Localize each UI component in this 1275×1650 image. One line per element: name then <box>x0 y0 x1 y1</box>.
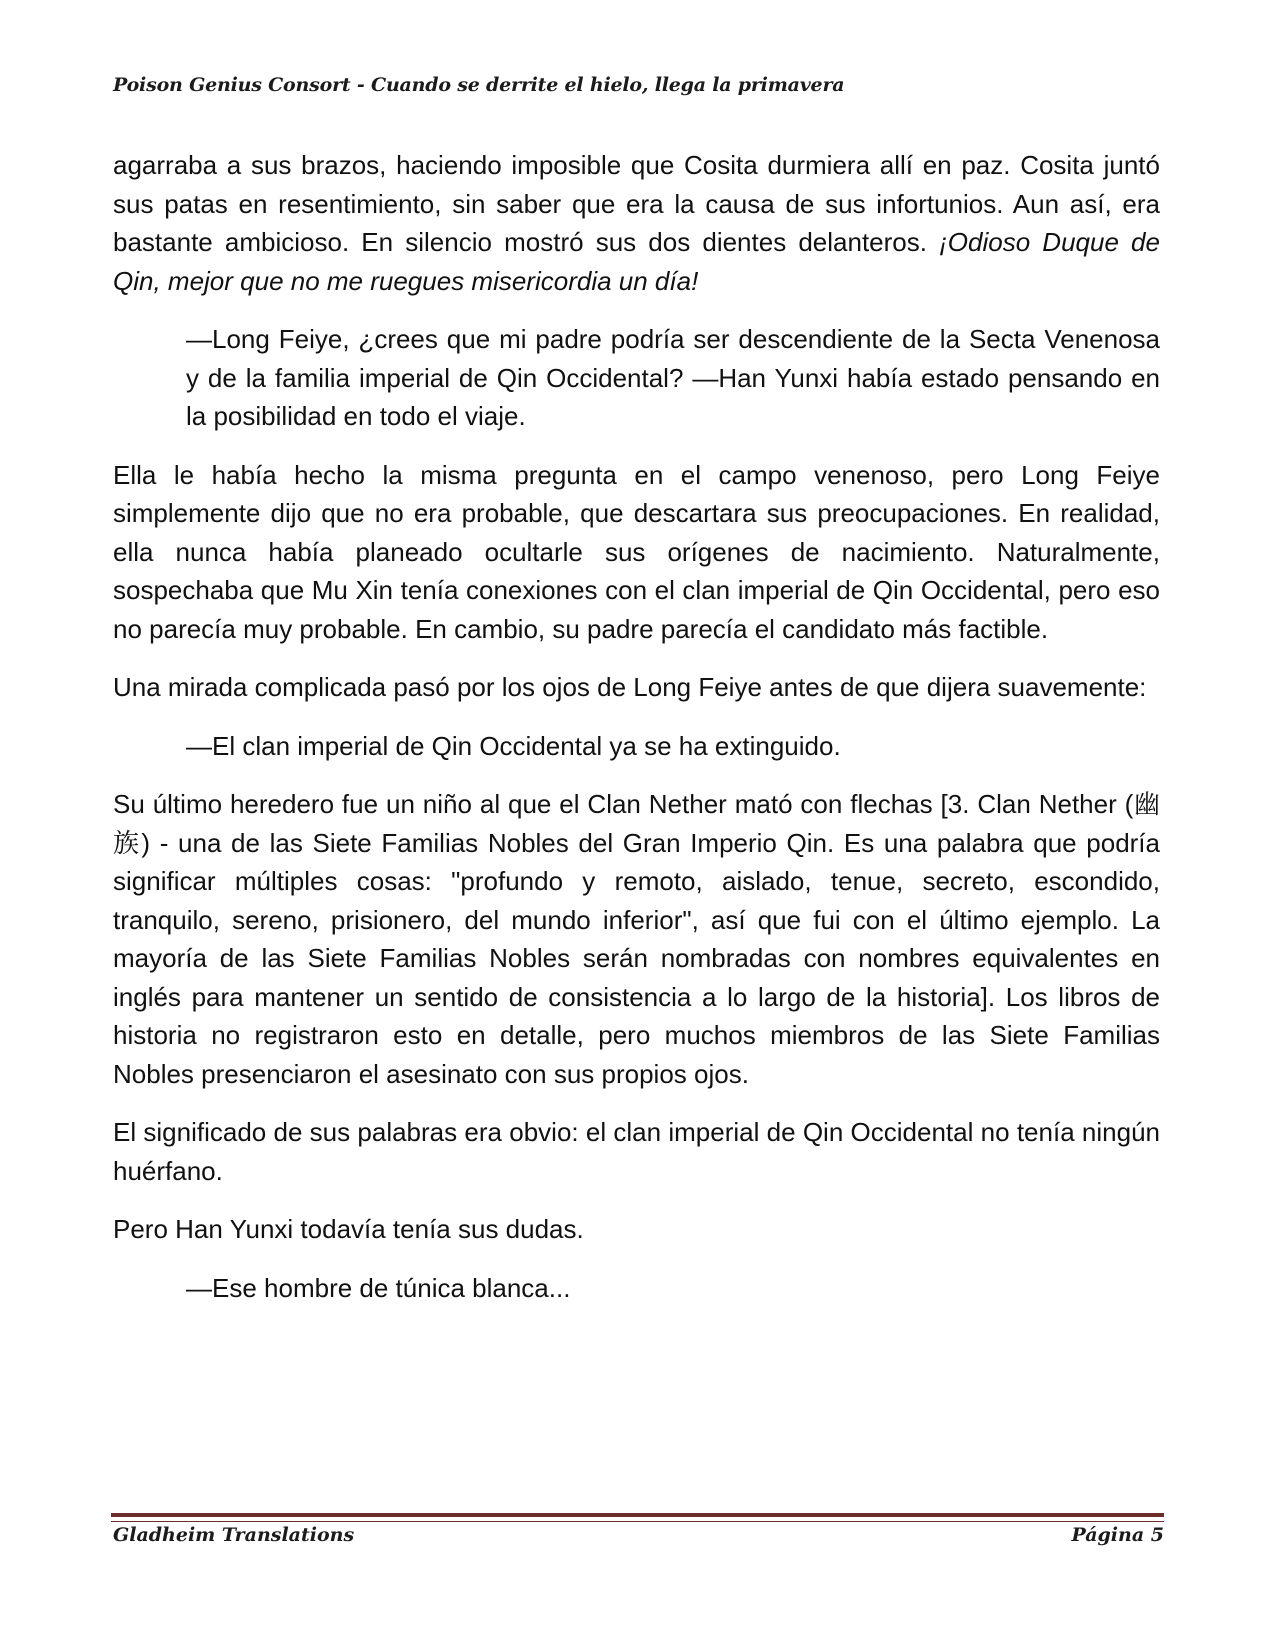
footer-divider-thin <box>111 1521 1164 1522</box>
paragraph: Una mirada complicada pasó por los ojos de Long Feiye antes de que dijera suavemente: <box>113 672 1147 702</box>
dialogue-paragraph: —El clan imperial de Qin Occidental ya se ha extinguido. <box>186 730 841 761</box>
page-number: Página 5 <box>1071 1524 1164 1546</box>
dialogue-paragraph: —Long Feiye, ¿crees que mi padre podría ser descendiente de la Secta Venenosa y de la familia imperial de Qin Occidental? —Han Yunxi había estado pensando en la posibilidad en todo el viaje. <box>186 324 1160 431</box>
italic-thought: ¡Odioso Duque de Qin, mejor que no me ruegues misericordia un día! <box>113 227 1160 296</box>
footer-divider-thick <box>111 1513 1164 1517</box>
page-body <box>113 146 1160 1327</box>
paragraph: Ella le había hecho la misma pregunta en el campo venenoso, pero Long Feiye simplemente dijo que no era probable, que descartara sus preocupaciones. En realidad, ella nunca había planeado ocultarle sus orígenes de nacimiento. Naturalmente, sospechaba que Mu Xin tenía conexiones con el clan imperial de Qin Occidental, pero eso no parecía muy probable. En cambio, su padre parecía el candidato más factible. <box>113 459 1160 644</box>
dialogue-paragraph: —Ese hombre de túnica blanca... <box>186 1272 571 1303</box>
running-header: Poison Genius Consort - Cuando se derrite el hielo, llega la primavera <box>113 74 845 96</box>
paragraph: Pero Han Yunxi todavía tenía sus dudas. <box>113 1214 584 1244</box>
paragraph: agarraba a sus brazos, haciendo imposible que Cosita durmiera allí en paz. Cosita juntó sus patas en resentimiento, sin saber que era la causa de sus infortunios. Aun así, era bastante ambicioso. En silencio mostró sus dos dientes delanteros. ¡Odioso Duque de Qin, mejor que no me ruegues misericordia un día! <box>113 150 1160 296</box>
paragraph-with-footnote: Su último heredero fue un niño al que el Clan Nether mató con flechas [3. Clan Nether (幽族) - una de las Siete Familias Nobles del Gran Imperio Qin. Es una palabra que podría significar múltiples cosas: "profundo y remoto, aislado, tenue, secreto, escondido, tranquilo, sereno, prisionero, del mundo inferior", así que fui con el último ejemplo. La mayoría de las Siete Familias Nobles serán nombradas con nombres equivalentes en inglés para mantener un sentido de consistencia a lo largo de la historia]. Los libros de historia no registraron esto en detalle, pero muchos miembros de las Siete Familias Nobles presenciaron el asesinato con sus propios ojos. <box>113 789 1160 1089</box>
paragraph: El significado de sus palabras era obvio: el clan imperial de Qin Occidental no tenía ningún huérfano. <box>113 1117 1160 1186</box>
footer-publisher: Gladheim Translations <box>113 1524 355 1546</box>
